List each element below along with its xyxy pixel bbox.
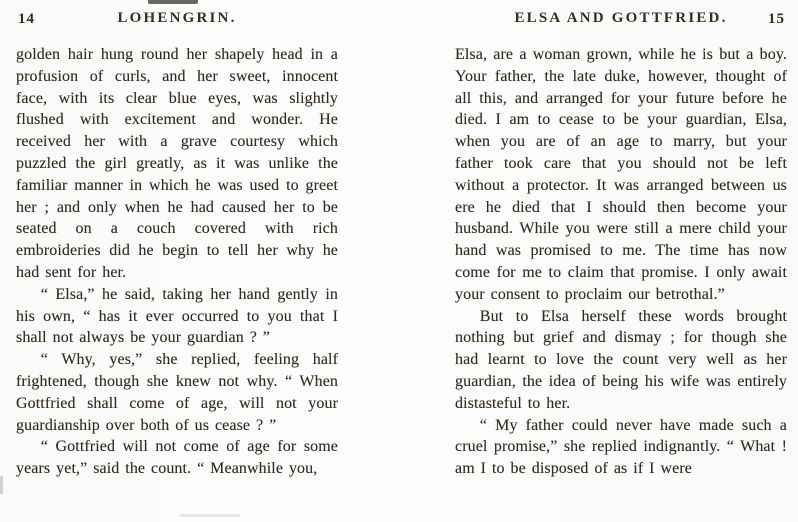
- page-left: [16, 10, 338, 480]
- scan-artifact-left-edge: [0, 476, 3, 494]
- page-left-header: [16, 10, 338, 32]
- paragraph: “ Gottfried will not come of age for some years yet,” said the count. “ Meanwhile you,: [16, 438, 338, 478]
- page-number-left: 14: [18, 11, 35, 27]
- page-number-right: 15: [768, 11, 785, 27]
- running-header-right: ELSA AND GOTTFRIED.: [514, 10, 728, 26]
- page-right-header: [455, 10, 787, 32]
- running-header-left: LOHENGRIN.: [117, 10, 237, 26]
- paragraph: But to Elsa herself these words brought nothing but grief and dismay ; for though she had learnt to love the count very well as her guardian, the idea of being his wife was entirely distasteful to her.: [455, 307, 787, 412]
- paragraph: “ Why, yes,” she replied, feeling half frightened, though she knew not why. “ When Gottfried shall come of age, will not your guardianship over both of us cease ? ”: [16, 351, 338, 434]
- paragraph-continuation: golden hair hung round her shapely head in a profusion of curls, and her sweet, innocent face, with its clear blue eyes, was slightly flushed with excitement and wonder. He received her with a grave courtesy which puzzled the girl greatly, as it was unlike the familiar manner in which he was used to greet her ; and only when he had caused her to be seated on a couch covered with rich embroideries did he begin to tell her why he had sent for her.: [16, 46, 338, 281]
- scan-artifact-top: [148, 0, 198, 4]
- scan-artifact-bottom: [180, 514, 240, 517]
- page-right: [455, 10, 787, 480]
- page-left-body: [16, 44, 338, 480]
- paragraph: “ Elsa,” he said, taking her hand gently in his own, “ has it ever occurred to you that I shall not always be your guardian ? ”: [16, 285, 338, 347]
- page-right-body: [455, 44, 787, 480]
- paragraph-continuation: Elsa, are a woman grown, while he is but a boy. Your father, the late duke, however, thought of all this, and arranged for your future before he died. I am to cease to be your guardian, Elsa, when you are of an age to marry, but your father took care that you should not be left without a protector. It was arranged between us ere he died that I should then become your husband. While you were still a mere child your hand was promised to me. The time has now come for me to claim that promise. I only await your consent to proclaim our betrothal.”: [455, 46, 787, 303]
- paragraph: “ My father could never have made such a cruel promise,” she replied indignantly. “ What ! am I to be disposed of as if I were: [455, 416, 787, 478]
